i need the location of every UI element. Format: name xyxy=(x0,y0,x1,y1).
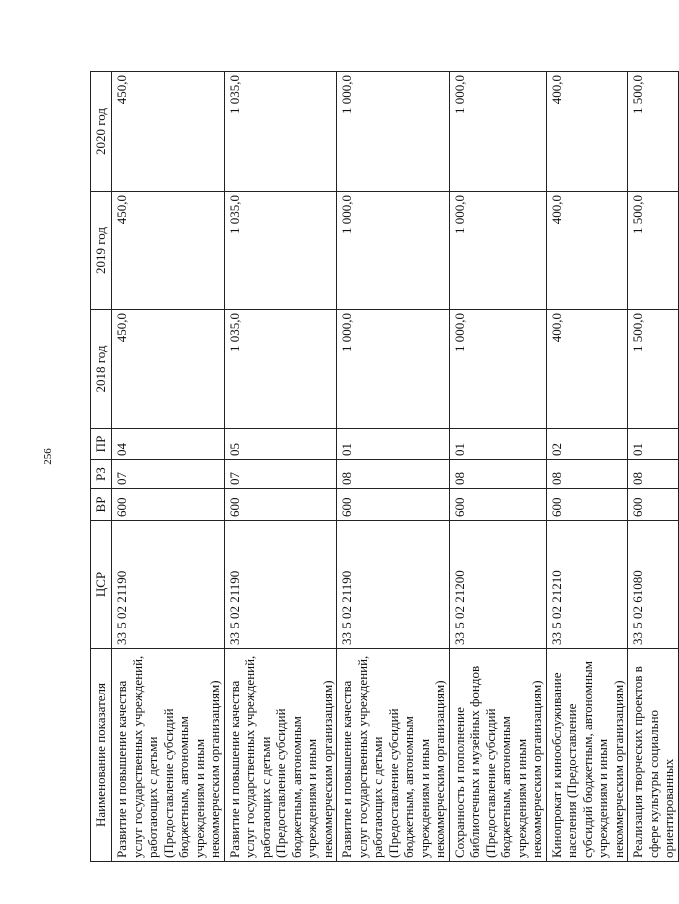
cell-2018: 450,0 xyxy=(112,310,225,429)
header-csr: ЦСР xyxy=(91,521,112,649)
cell-csr: 33 5 02 21190 xyxy=(224,521,337,649)
cell-2020: 1 000,0 xyxy=(337,72,450,192)
page-number: 256 xyxy=(41,448,54,465)
table-row xyxy=(546,72,628,862)
cell-2018: 1 000,0 xyxy=(449,310,546,429)
cell-vr: 600 xyxy=(224,489,337,521)
cell-vr: 600 xyxy=(628,489,679,521)
cell-name: Развитие и повышение качества услуг государственных учреждений, работающих с детьми (Предоставление субсидий бюджетным, автономным учреждениям и иным некоммерческим организациям) xyxy=(112,649,225,862)
cell-2018: 400,0 xyxy=(546,310,628,429)
cell-pr: 01 xyxy=(337,429,450,460)
cell-pr: 01 xyxy=(449,429,546,460)
budget-table xyxy=(90,71,679,862)
cell-2019: 400,0 xyxy=(546,192,628,310)
cell-csr: 33 5 02 21190 xyxy=(112,521,225,649)
cell-2018: 1 000,0 xyxy=(337,310,450,429)
cell-name: Развитие и повышение качества услуг государственных учреждений, работающих с детьми (Предоставление субсидий бюджетным, автономным учреждениям и иным некоммерческим организациям) xyxy=(337,649,450,862)
table-header-row xyxy=(91,72,112,862)
cell-vr: 600 xyxy=(449,489,546,521)
cell-2019: 1 000,0 xyxy=(449,192,546,310)
cell-name: Развитие и повышение качества услуг государственных учреждений, работающих с детьми (Предоставление субсидий бюджетным, автономным учреждениям и иным некоммерческим организациям) xyxy=(224,649,337,862)
header-name: Наименование показателя xyxy=(91,649,112,862)
cell-pr: 02 xyxy=(546,429,628,460)
cell-rz: 08 xyxy=(337,460,450,489)
cell-pr: 04 xyxy=(112,429,225,460)
cell-2019: 1 000,0 xyxy=(337,192,450,310)
header-pr: ПР xyxy=(91,429,112,460)
cell-rz: 07 xyxy=(112,460,225,489)
table-row xyxy=(337,72,450,862)
cell-rz: 08 xyxy=(546,460,628,489)
cell-pr: 01 xyxy=(628,429,679,460)
cell-2018: 1 500,0 xyxy=(628,310,679,429)
cell-csr: 33 5 02 21210 xyxy=(546,521,628,649)
cell-rz: 08 xyxy=(449,460,546,489)
cell-rz: 07 xyxy=(224,460,337,489)
cell-pr: 05 xyxy=(224,429,337,460)
cell-2020: 400,0 xyxy=(546,72,628,192)
table-row xyxy=(224,72,337,862)
cell-csr: 33 5 02 21200 xyxy=(449,521,546,649)
rotated-table-container xyxy=(90,72,676,862)
header-rz: РЗ xyxy=(91,460,112,489)
cell-csr: 33 5 02 61080 xyxy=(628,521,679,649)
table-row xyxy=(449,72,546,862)
header-2018: 2018 год xyxy=(91,310,112,429)
cell-2019: 1 035,0 xyxy=(224,192,337,310)
cell-vr: 600 xyxy=(337,489,450,521)
cell-2019: 450,0 xyxy=(112,192,225,310)
cell-name: Кинопрокат и кинообслуживание населения (Предоставление субсидий бюджетным, автономным учреждениям и иным некоммерческим организациям) xyxy=(546,649,628,862)
table-row xyxy=(112,72,225,862)
cell-vr: 600 xyxy=(112,489,225,521)
cell-2019: 1 500,0 xyxy=(628,192,679,310)
cell-rz: 08 xyxy=(628,460,679,489)
header-2020: 2020 год xyxy=(91,72,112,192)
cell-2018: 1 035,0 xyxy=(224,310,337,429)
cell-csr: 33 5 02 21190 xyxy=(337,521,450,649)
cell-2020: 1 035,0 xyxy=(224,72,337,192)
cell-2020: 450,0 xyxy=(112,72,225,192)
cell-2020: 1 500,0 xyxy=(628,72,679,192)
header-2019: 2019 год xyxy=(91,192,112,310)
cell-name: Реализация творческих проектов в сфере культуры социально ориентированных xyxy=(628,649,679,862)
cell-name: Сохранность и пополнение библиотечных и музейных фондов (Предоставление субсидий бюджетным, автономным учреждениям и иным некоммерческим организациям) xyxy=(449,649,546,862)
cell-vr: 600 xyxy=(546,489,628,521)
cell-2020: 1 000,0 xyxy=(449,72,546,192)
header-vr: ВР xyxy=(91,489,112,521)
table-row xyxy=(628,72,679,862)
